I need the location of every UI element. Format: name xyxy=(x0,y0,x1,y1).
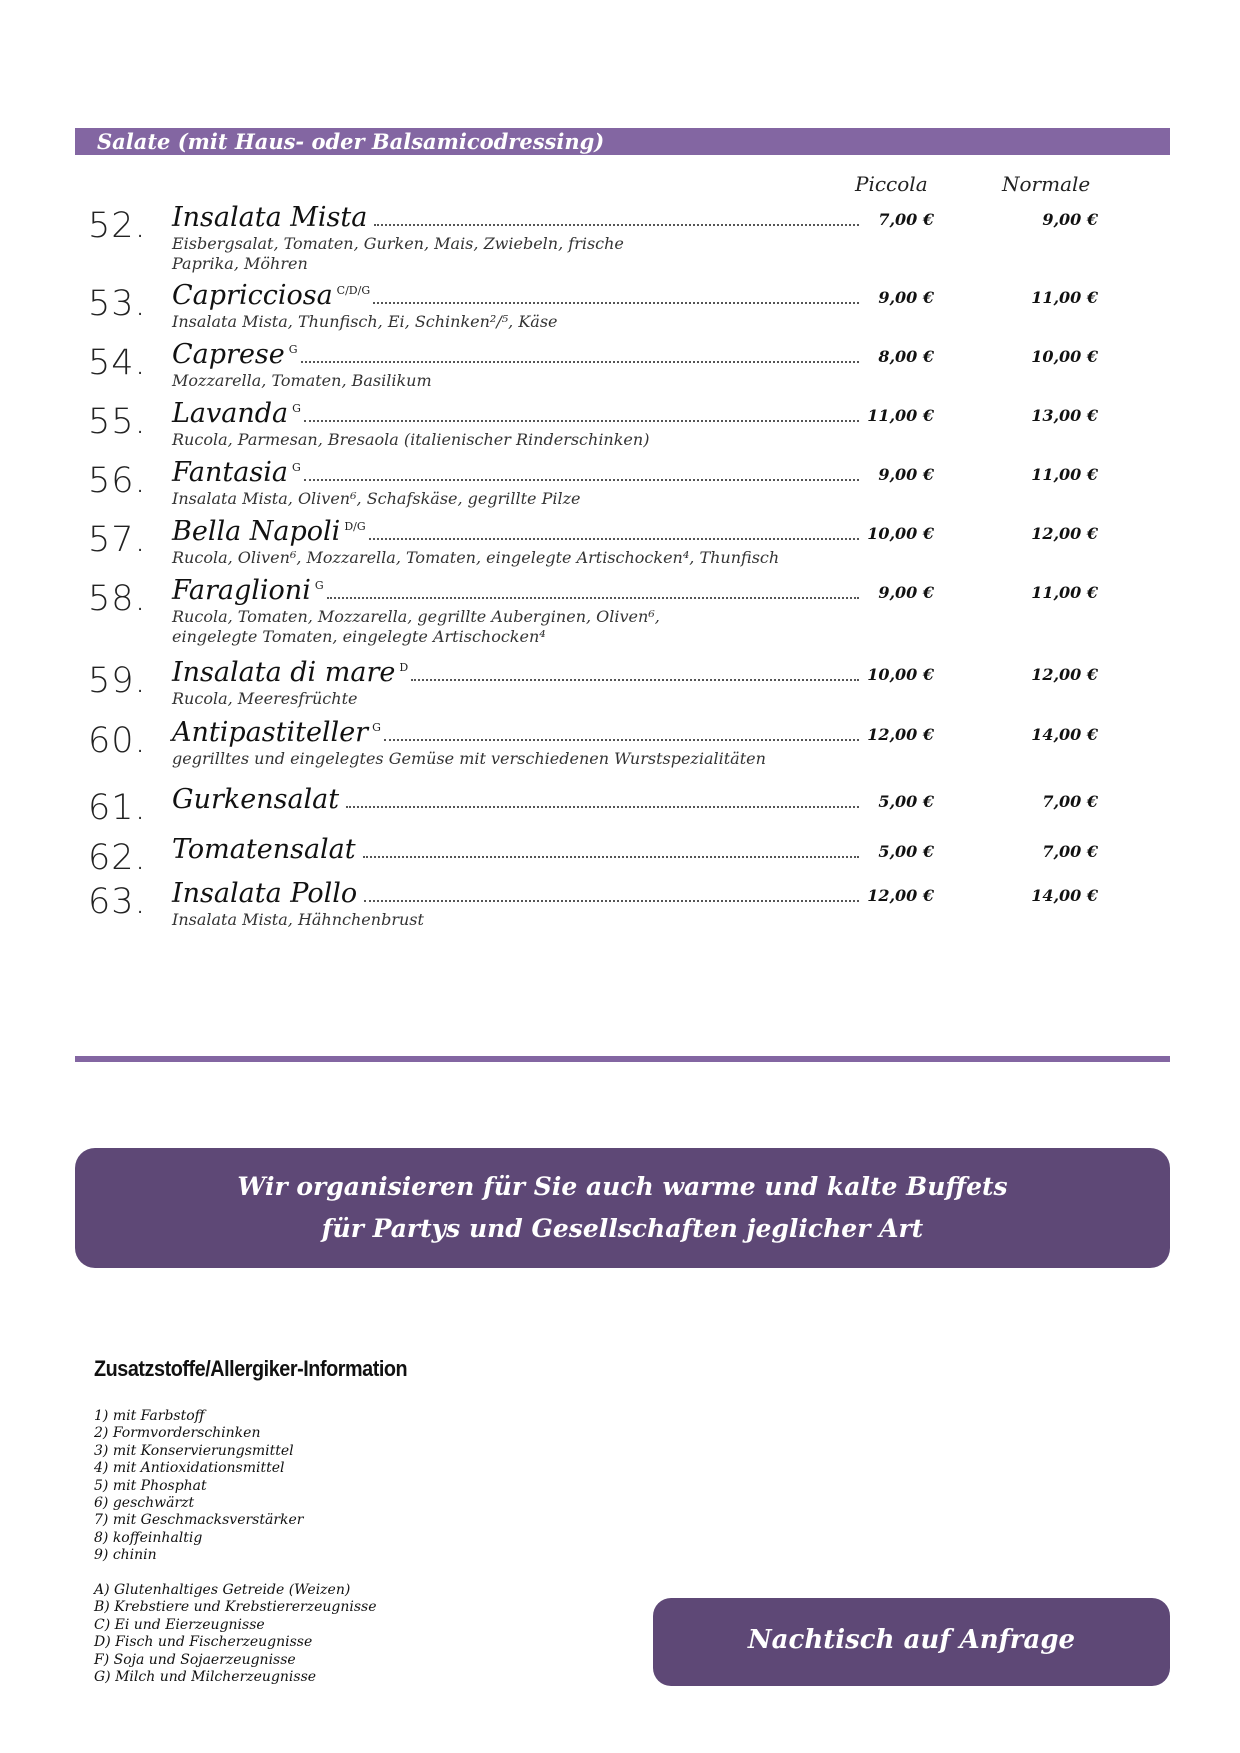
item-name-line xyxy=(172,339,862,371)
item-description xyxy=(172,548,872,568)
price-piccola: 10,00 € xyxy=(867,665,934,684)
item-name-line xyxy=(172,457,862,489)
item-name: Insalata Mista xyxy=(172,202,368,233)
item-name: Antipastiteller xyxy=(172,717,369,748)
price-piccola: 10,00 € xyxy=(867,524,934,543)
price-piccola: 5,00 € xyxy=(878,792,934,811)
price-normale: 11,00 € xyxy=(1031,583,1098,602)
price-normale: 12,00 € xyxy=(1031,524,1098,543)
item-allergens: G xyxy=(288,343,298,356)
price-piccola: 9,00 € xyxy=(878,465,934,484)
desc-line: Rucola, Meeresfrüchte xyxy=(172,689,358,708)
desc-line: Insalata Mista, Thunfisch, Ei, Schinken²/⁵, Käse xyxy=(172,312,558,331)
item-name: Insalata Pollo xyxy=(172,878,358,909)
additive-item: 9) chinin xyxy=(94,1547,157,1564)
section-divider xyxy=(75,1056,1170,1062)
section-header-bar xyxy=(75,128,1170,155)
item-allergens: D/G xyxy=(344,520,366,533)
price-normale: 14,00 € xyxy=(1031,725,1098,744)
price-piccola: 12,00 € xyxy=(867,725,934,744)
item-description xyxy=(172,489,872,509)
price-normale: 13,00 € xyxy=(1031,406,1098,425)
desc-line: Rucola, Oliven⁶, Mozzarella, Tomaten, eingelegte Artischocken⁴, Thunfisch xyxy=(172,548,780,567)
dot-leader xyxy=(369,537,859,540)
desc-line: Rucola, Parmesan, Bresaola (italienischer Rinderschinken) xyxy=(172,430,650,449)
desc-line: Paprika, Möhren xyxy=(172,254,308,273)
item-name-line xyxy=(172,657,862,689)
item-name: Insalata di mare xyxy=(172,657,396,688)
item-name-line xyxy=(172,398,862,430)
item-name: Bella Napoli xyxy=(172,516,341,547)
dessert-label: Nachtisch auf Anfrage xyxy=(747,1625,1076,1655)
item-description xyxy=(172,910,872,930)
additive-item: 5) mit Phosphat xyxy=(94,1477,207,1494)
item-allergens: G xyxy=(372,721,381,734)
item-name-line xyxy=(172,784,862,816)
price-piccola: 11,00 € xyxy=(867,406,934,425)
desc-line: Insalata Mista, Hähnchenbrust xyxy=(172,910,424,929)
additive-item: 6) geschwärzt xyxy=(94,1495,195,1512)
item-number: 59. xyxy=(88,661,147,701)
allergens-list xyxy=(94,1582,514,1686)
dot-leader xyxy=(363,855,859,858)
dot-leader xyxy=(346,805,859,808)
price-piccola: 12,00 € xyxy=(867,886,934,905)
item-number: 60. xyxy=(88,721,147,761)
item-allergens: G xyxy=(291,461,301,474)
dot-leader xyxy=(384,738,859,741)
item-number: 62. xyxy=(88,838,147,878)
item-name-line xyxy=(172,280,862,312)
item-description xyxy=(172,689,872,709)
item-name: Fantasia xyxy=(172,457,288,488)
price-normale: 9,00 € xyxy=(1042,210,1098,229)
item-number: 54. xyxy=(88,343,147,383)
additive-item: 7) mit Geschmacksverstärker xyxy=(94,1512,304,1529)
column-header-piccola: Piccola xyxy=(855,172,928,196)
item-number: 53. xyxy=(88,284,147,324)
item-name-line xyxy=(172,878,862,910)
item-name: Lavanda xyxy=(172,398,289,429)
buffet-text-line-1: Wir organisieren für Sie auch warme und kalte Buffets xyxy=(237,1172,1008,1201)
dot-leader xyxy=(373,301,859,304)
additive-item: 2) Formvorderschinken xyxy=(94,1425,261,1442)
price-piccola: 7,00 € xyxy=(878,210,934,229)
price-normale: 11,00 € xyxy=(1031,465,1098,484)
buffet-text-line-2: für Partys und Gesellschaften jeglicher Art xyxy=(321,1214,924,1243)
item-allergens: D xyxy=(399,661,409,674)
item-name: Faraglioni xyxy=(172,575,311,606)
item-name: Tomatensalat xyxy=(172,834,356,865)
item-number: 58. xyxy=(88,579,147,619)
price-piccola: 5,00 € xyxy=(878,842,934,861)
dot-leader xyxy=(364,899,859,902)
desc-line: gegrilltes und eingelegtes Gemüse mit verschiedenen Wurstspezialitäten xyxy=(172,749,766,768)
item-name-line xyxy=(172,717,862,749)
item-number: 56. xyxy=(88,461,147,501)
dessert-banner xyxy=(653,1598,1170,1686)
column-header-normale: Normale xyxy=(1002,172,1091,196)
item-description xyxy=(172,749,872,769)
item-description xyxy=(172,607,872,647)
item-name-line xyxy=(172,202,862,234)
price-normale: 10,00 € xyxy=(1031,347,1098,366)
item-name: Caprese xyxy=(172,339,285,370)
additives-list xyxy=(94,1408,514,1565)
item-allergens: G xyxy=(314,579,324,592)
allergen-item: B) Krebstiere und Krebstiererzeugnisse xyxy=(94,1599,377,1616)
dot-leader xyxy=(304,419,859,422)
item-allergens: G xyxy=(292,402,301,415)
price-normale: 14,00 € xyxy=(1031,886,1098,905)
item-number: 52. xyxy=(88,206,147,246)
dot-leader xyxy=(304,478,859,481)
allergen-item: G) Milch und Milcherzeugnisse xyxy=(94,1669,317,1686)
item-name-line xyxy=(172,516,862,548)
item-number: 57. xyxy=(88,520,147,560)
allergen-item: F) Soja und Sojaerzeugnisse xyxy=(94,1651,296,1668)
item-name-line xyxy=(172,834,862,866)
dot-leader xyxy=(374,223,859,226)
item-number: 63. xyxy=(88,882,147,922)
item-number: 61. xyxy=(88,788,147,828)
price-normale: 7,00 € xyxy=(1042,842,1098,861)
allergy-info-title: Zusatzstoffe/Allergiker-Information xyxy=(94,1356,408,1381)
dot-leader xyxy=(301,360,859,363)
item-description xyxy=(172,430,872,450)
buffet-banner xyxy=(75,1148,1170,1268)
desc-line: eingelegte Tomaten, eingelegte Artischocken⁴ xyxy=(172,627,546,646)
item-description xyxy=(172,371,872,391)
price-piccola: 9,00 € xyxy=(878,583,934,602)
item-name: Gurkensalat xyxy=(172,784,340,815)
additive-item: 1) mit Farbstoff xyxy=(94,1408,205,1424)
price-normale: 11,00 € xyxy=(1031,288,1098,307)
price-piccola: 8,00 € xyxy=(878,347,934,366)
desc-line: Insalata Mista, Oliven⁶, Schafskäse, gegrillte Pilze xyxy=(172,489,581,508)
item-description xyxy=(172,234,872,274)
price-normale: 12,00 € xyxy=(1031,665,1098,684)
additive-item: 4) mit Antioxidationsmittel xyxy=(94,1460,285,1477)
item-name-line xyxy=(172,575,862,607)
desc-line: Rucola, Tomaten, Mozzarella, gegrillte Auberginen, Oliven⁶, xyxy=(172,607,660,626)
additive-item: 8) koffeinhaltig xyxy=(94,1529,203,1546)
item-allergens: C/D/G xyxy=(336,284,371,297)
allergen-item: D) Fisch und Fischerzeugnisse xyxy=(94,1634,313,1651)
dot-leader xyxy=(327,596,859,599)
dot-leader xyxy=(411,678,859,681)
desc-line: Eisbergsalat, Tomaten, Gurken, Mais, Zwiebeln, frische xyxy=(172,234,624,253)
item-description xyxy=(172,312,872,332)
item-number: 55. xyxy=(88,402,147,442)
price-piccola: 9,00 € xyxy=(878,288,934,307)
item-name: Capricciosa xyxy=(172,280,333,311)
price-normale: 7,00 € xyxy=(1042,792,1098,811)
allergen-item: C) Ei und Eierzeugnisse xyxy=(94,1616,265,1633)
section-title: Salate (mit Haus- oder Balsamicodressing) xyxy=(97,129,605,154)
desc-line: Mozzarella, Tomaten, Basilikum xyxy=(172,371,432,390)
allergen-item: A) Glutenhaltiges Getreide (Weizen) xyxy=(94,1582,351,1598)
additive-item: 3) mit Konservierungsmittel xyxy=(94,1442,294,1459)
